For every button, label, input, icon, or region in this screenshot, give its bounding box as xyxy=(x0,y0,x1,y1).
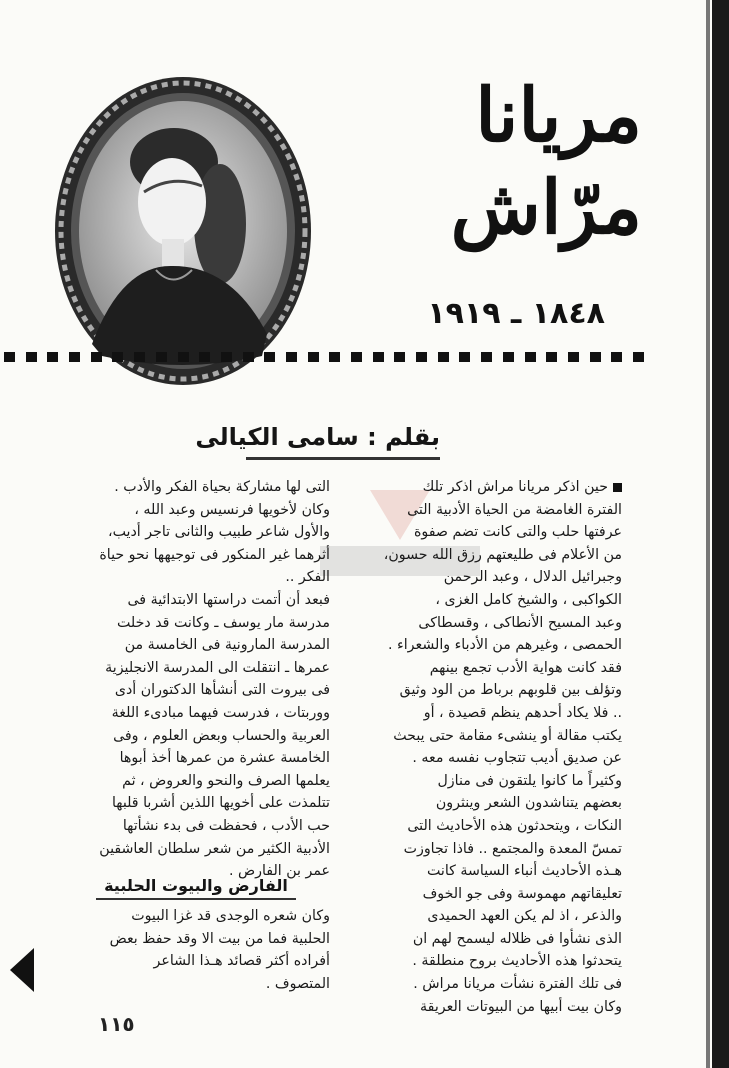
title-line-2: مرّاش xyxy=(450,165,642,251)
text-line: تعليقاتهم مهموسة وفى جو الخوف xyxy=(422,885,622,902)
text-line: وتؤلف بين قلوبهم برباط من الود وثيق xyxy=(399,682,622,699)
text-line: الذى نشأوا فى ظلاله ليسمح لهم ان xyxy=(412,930,622,947)
text-line: وكثيراً ما كانوا يلتقون فى منازل xyxy=(437,772,622,789)
article-column-left xyxy=(56,476,330,880)
text-line: يعلمها الصرف والنحو والعروض ، ثم xyxy=(122,772,330,789)
text-line: وجبرائيل الدلال ، وعبد الرحمن xyxy=(443,569,622,586)
text-line: حب الأدب ، فحفظت فى بدء نشأتها xyxy=(122,817,330,834)
text-line: ووربتات ، فدرست فيهما مبادىء اللغة xyxy=(111,704,330,721)
text-line: هـذه الأحاديث أنباء السياسة كانت xyxy=(426,863,622,880)
text-line: وكان شعره الوجدى قد غزا البيوت xyxy=(131,908,330,924)
text-line: وعبد المسيح الأنطاكى ، وقسطاكى xyxy=(418,614,622,631)
text-line: تمسّ المعدة والمجتمع .. فاذا تجاوزت xyxy=(403,840,622,857)
article-column-left-bottom xyxy=(56,905,330,995)
text-line: عمر بن الفارض . xyxy=(228,863,330,880)
text-line: عمرها ـ انتقلت الى المدرسة الانجليزية xyxy=(105,659,330,676)
author-byline: بقلم : سامى الكيالى xyxy=(246,418,440,460)
text-line: والذعر ، اذ لم يكن العهد الحميدى xyxy=(427,908,622,925)
text-line: الكواكبى ، والشيخ كامل الغزى ، xyxy=(435,591,622,608)
article-column-right xyxy=(348,476,622,1015)
text-line: عن صديق أديب تتجاوب نفسه معه . xyxy=(412,750,622,767)
text-line: الحمصى ، وغيرهم من الأدباء والشعراء . xyxy=(388,637,622,654)
text-line: وكان لأخويها فرنسيس وعبد الله ، xyxy=(134,501,330,518)
page-number: ١١٥ xyxy=(98,1012,135,1036)
text-line: يتحدثوا هذه الأحاديث بروح منطلقة . xyxy=(412,953,622,970)
portrait-photo xyxy=(52,74,314,388)
text-line: المتصوف . xyxy=(265,975,330,992)
text-line: من الأعلام فى طليعتهم رزق الله حسون، xyxy=(383,546,622,563)
title-line-1: مريانا xyxy=(475,73,642,159)
text-line: المدرسة المارونية فى الخامسة من xyxy=(124,637,330,654)
dotted-divider xyxy=(4,352,644,362)
previous-page-arrow-icon[interactable] xyxy=(10,948,34,992)
text-line: عرفتها حلب والتى كانت تضم صفوة xyxy=(413,524,622,541)
text-line: فبعد أن أتمت دراستها الابتدائية فى xyxy=(127,591,330,608)
text-line: حين اذكر مريانا مراش اذكر تلك xyxy=(348,476,622,499)
text-line: بعضهم يتناشدون الشعر وينثرون xyxy=(435,795,622,812)
text-line: النكات ، ويتحدثون هذه الأحاديث التى xyxy=(407,817,622,834)
text-line: الفترة الغامضة من الحياة الأدبية التى xyxy=(407,501,622,518)
text-line: أفراده أكثر قصائد هـذا الشاعر xyxy=(153,953,330,970)
article-title xyxy=(380,70,642,270)
text-line: والأول شاعر طبيب والثانى تاجر أديب، xyxy=(108,524,330,541)
text-line: العربية والحساب وبعض العلوم ، وفى xyxy=(113,727,330,744)
text-line: الأدبية الكثير من شعر سلطان العاشقين xyxy=(99,840,330,857)
text-line: .. فلا يكاد أحدهم ينظم قصيدة ، أو xyxy=(423,704,622,721)
portrait-frame xyxy=(52,74,314,388)
text-line: أثرهما غير المنكور فى توجيهها نحو حياة xyxy=(99,546,330,563)
text-line: فقد كانت هواية الأدب تجمع بينهم xyxy=(429,659,622,676)
text-line: وكان بيت أبيها من البيوتات العريقة xyxy=(420,998,622,1015)
paragraph-bullet xyxy=(613,483,622,492)
text-line: الحلبية فما من بيت الا وقد حفظ بعض xyxy=(109,930,330,947)
text-line: فى تلك الفترة نشأت مريانا مراش . xyxy=(413,976,622,993)
text-line: الخامسة عشرة من عمرها أخذ أبوها xyxy=(119,750,330,767)
text-line: يكتب مقالة أو ينشىء مقامة حتى يبحث xyxy=(393,727,622,744)
text-line: الفكر .. xyxy=(285,569,330,586)
text-line: التى لها مشاركة بحياة الفكر والأدب . xyxy=(114,479,330,495)
life-dates: ١٨٤٨ ـ ١٩١٩ xyxy=(427,296,605,331)
page-edge-shadow xyxy=(706,0,710,1068)
section-subheading: الفارض والبيوت الحلبية xyxy=(96,874,296,900)
text-line: مدرسة مار يوسف ـ وكانت قد دخلت xyxy=(117,614,330,631)
page-edge xyxy=(712,0,729,1068)
text-line: تتلمذت على أخويها اللذين أشربا قلبها xyxy=(111,795,330,812)
text-line: فى بيروت التى أنشأها الدكتوران أدى xyxy=(114,682,330,699)
